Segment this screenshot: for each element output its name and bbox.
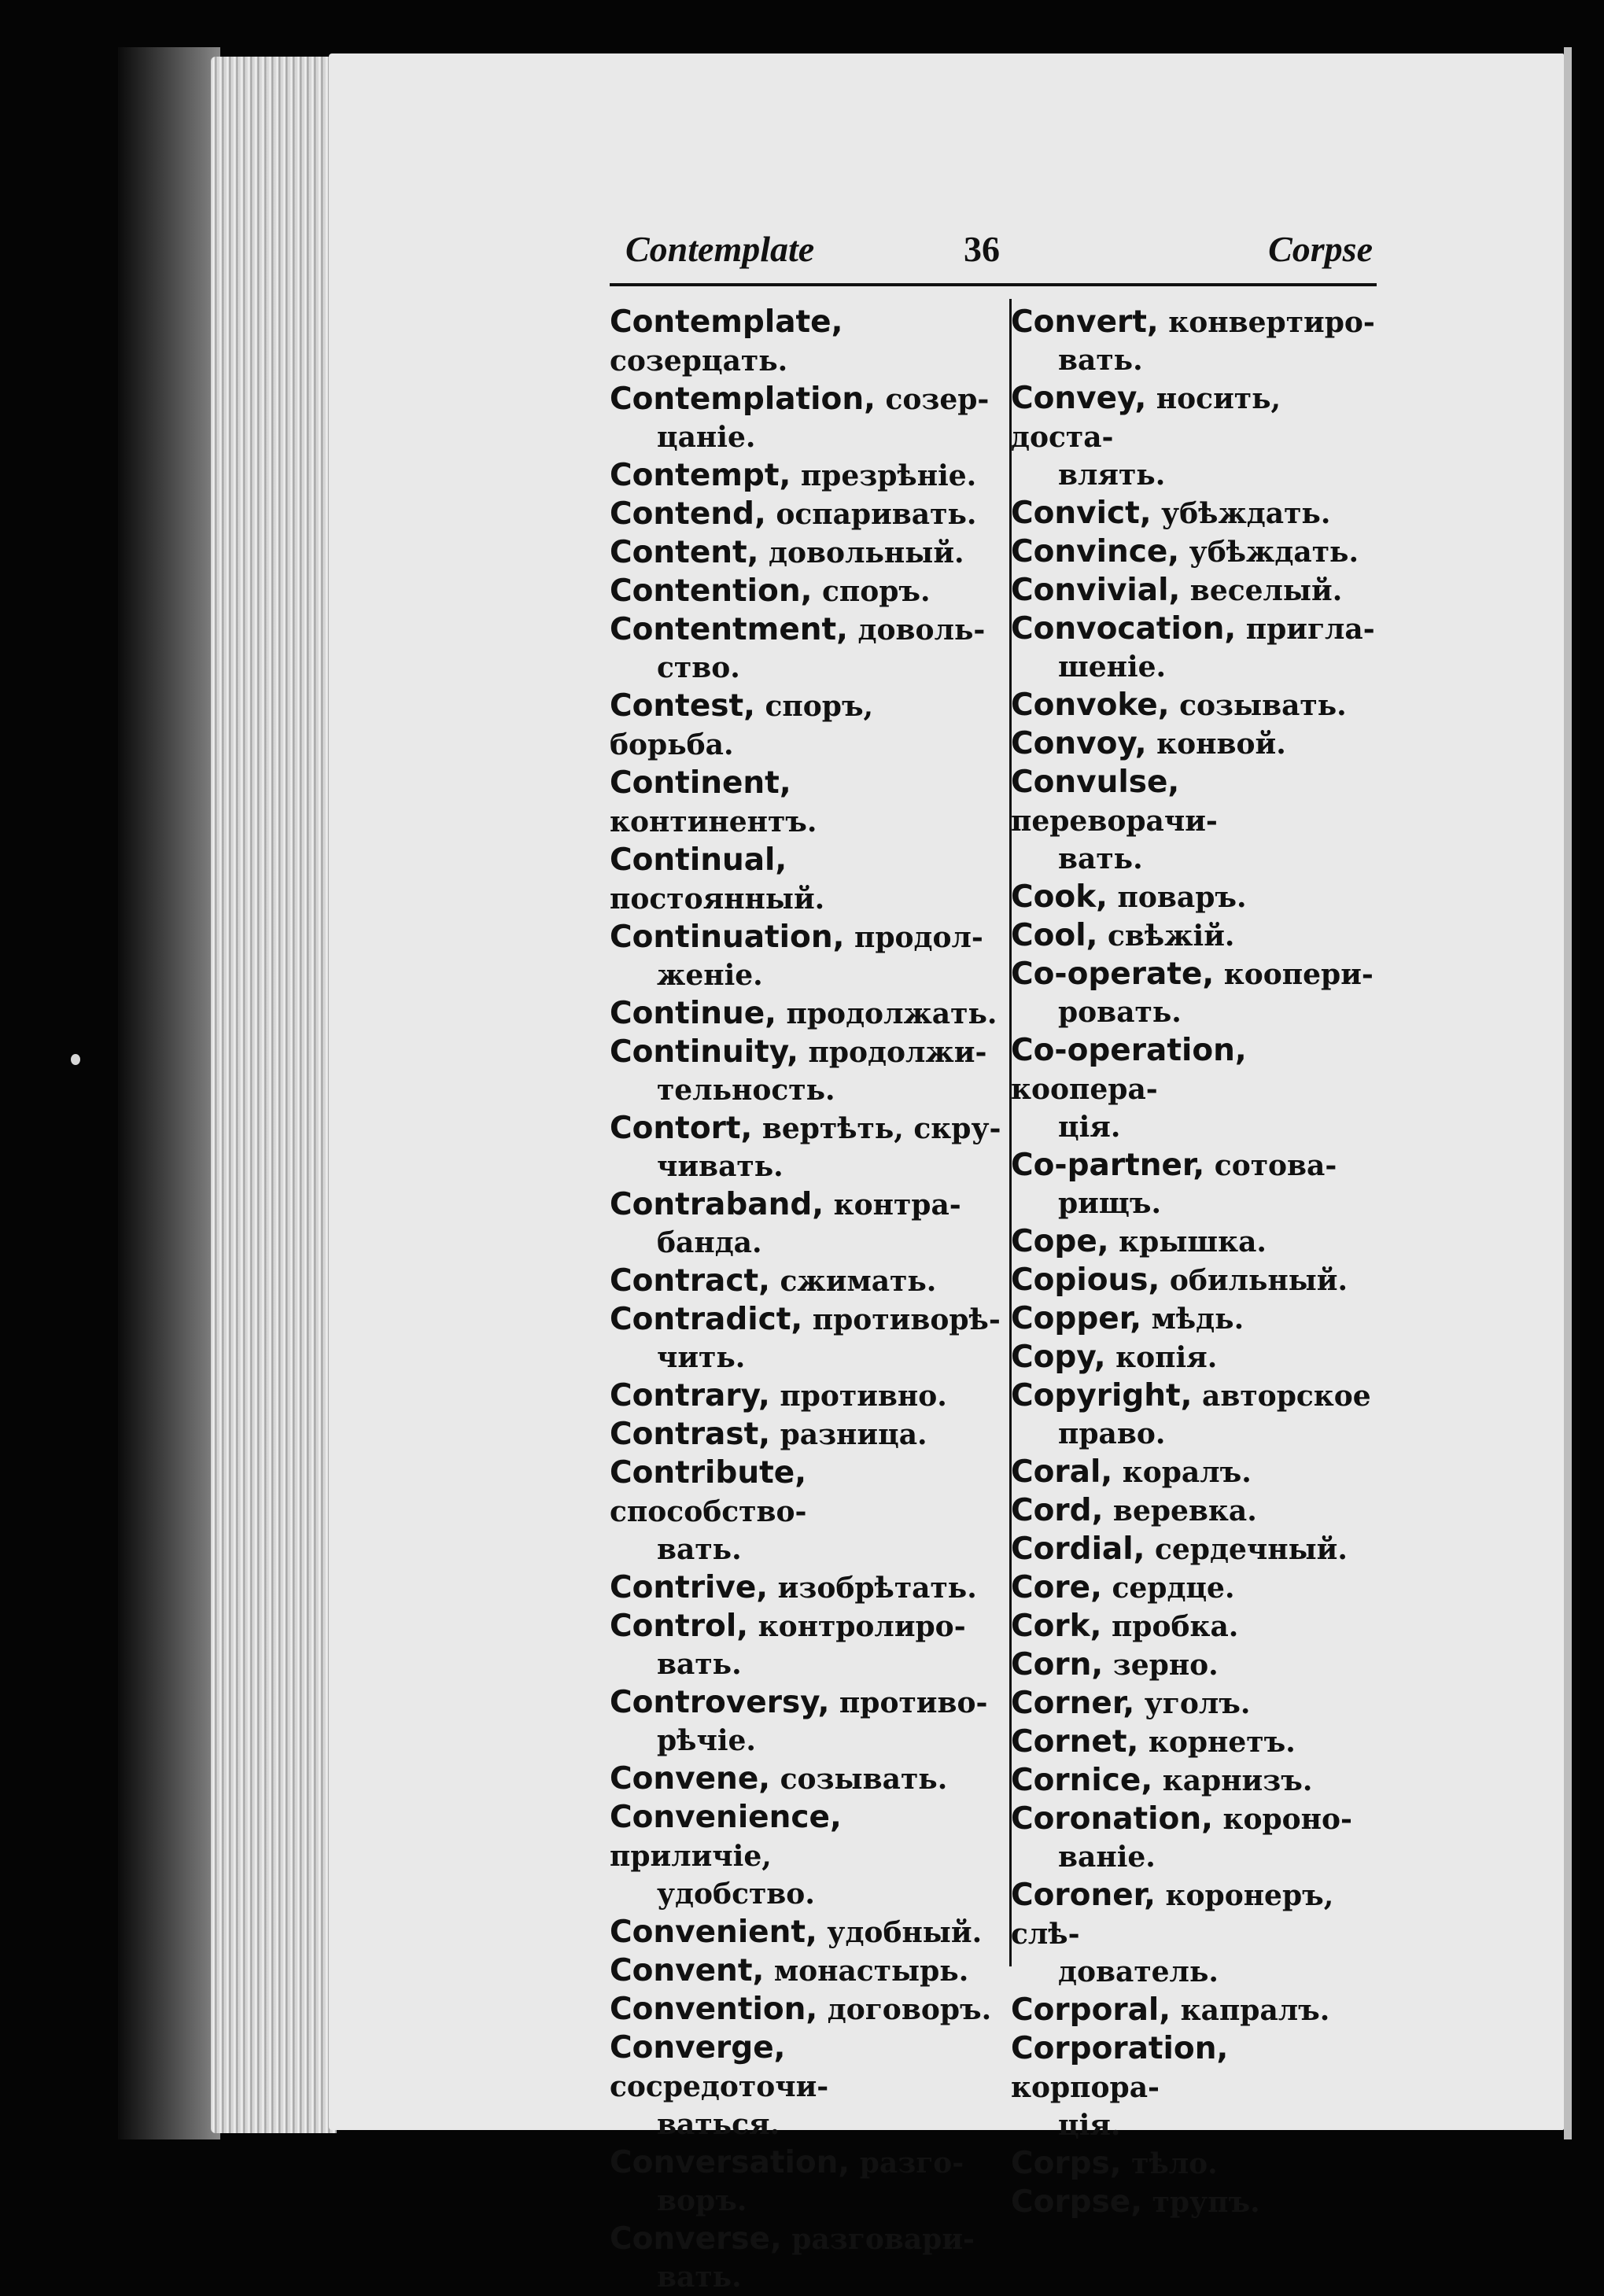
translation: монастырь.: [764, 1955, 969, 1988]
headword: Convey,: [1011, 381, 1147, 416]
headword: Convent,: [610, 1953, 765, 1988]
dictionary-entry: [1011, 2029, 1381, 2144]
translation-continuation: вать.: [657, 1648, 742, 1681]
translation-continuation: цаніе.: [657, 421, 756, 454]
translation: веселый.: [1180, 574, 1343, 607]
dictionary-entry: [610, 380, 1003, 456]
headword: Co-partner,: [1011, 1148, 1205, 1183]
headword: Copyright,: [1011, 1378, 1193, 1413]
dictionary-entry: [610, 1951, 1003, 1990]
dictionary-entry: [1011, 1299, 1381, 1338]
headword: Coral,: [1011, 1454, 1113, 1490]
translation: поваръ.: [1107, 881, 1247, 914]
headword: Cope,: [1011, 1224, 1109, 1259]
translation: коопери-: [1214, 958, 1374, 991]
headword: Cordial,: [1011, 1531, 1145, 1567]
headword: Convenience,: [610, 1800, 842, 1835]
dictionary-entry: [610, 1262, 1003, 1300]
headword: Contemplate,: [610, 304, 843, 340]
translation-continuation: чивать.: [657, 1150, 784, 1183]
headword: Copy,: [1011, 1340, 1106, 1375]
translation: изобрѣтать.: [768, 1572, 977, 1605]
translation: переворачи-: [1011, 805, 1218, 838]
dictionary-entry: [610, 918, 1003, 994]
translation: разговари-: [781, 2223, 975, 2256]
dictionary-entry: [610, 1683, 1003, 1760]
dictionary-entry: [1011, 724, 1381, 763]
translation: пригла-: [1236, 613, 1375, 646]
translation-continuation: шеніе.: [1058, 650, 1167, 684]
headword: Corner,: [1011, 1686, 1135, 1721]
translation-continuation: ція.: [1058, 2109, 1121, 2142]
dictionary-entry: [610, 495, 1003, 533]
translation: пробка.: [1101, 1610, 1239, 1643]
dictionary-entry: [1011, 878, 1381, 916]
translation-continuation: право.: [1058, 1417, 1166, 1450]
headword: Contentment,: [610, 612, 848, 647]
translation: континентъ.: [610, 805, 817, 838]
translation-continuation: ровать.: [1058, 996, 1182, 1029]
headword: Corpse,: [1011, 2184, 1143, 2220]
dictionary-entry: [610, 2029, 1003, 2143]
translation: сердечный.: [1145, 1533, 1348, 1566]
translation: созерцать.: [610, 345, 788, 378]
dictionary-entry: [610, 1109, 1003, 1185]
translation-continuation: вать.: [657, 1533, 742, 1566]
translation: удобный.: [817, 1916, 983, 1949]
headword: Coroner,: [1011, 1878, 1156, 1913]
dictionary-entry: [1011, 1146, 1381, 1222]
headword: Convention,: [610, 1992, 818, 2027]
headword: Corporal,: [1011, 1992, 1171, 2028]
translation-continuation: вать.: [1058, 344, 1143, 377]
running-header: [625, 228, 1373, 275]
headword: Co-operation,: [1011, 1033, 1247, 1068]
headword: Contradict,: [610, 1302, 803, 1337]
dictionary-entry: [1011, 1453, 1381, 1491]
headword: Convict,: [1011, 496, 1152, 531]
dictionary-entry: [1011, 1261, 1381, 1299]
headword: Contract,: [610, 1263, 770, 1299]
translation: оспаривать.: [765, 498, 977, 531]
headword: Contrive,: [610, 1570, 769, 1605]
dictionary-entry: [610, 1415, 1003, 1454]
headword: Corps,: [1011, 2146, 1122, 2181]
dictionary-entry: [610, 1300, 1003, 1376]
translation: свѣжій.: [1097, 920, 1235, 953]
scan-speck: [71, 1054, 80, 1065]
dictionary-entry: [1011, 1607, 1381, 1646]
translation: способство-: [610, 1495, 807, 1528]
dictionary-entry: [1011, 1646, 1381, 1684]
headword: Co-operate,: [1011, 956, 1215, 992]
translation-continuation: женіе.: [657, 959, 763, 992]
translation-continuation: воръ.: [657, 2184, 747, 2217]
page-right-edge: [1564, 47, 1572, 2139]
headword: Cornice,: [1011, 1763, 1153, 1798]
translation: приличіе,: [610, 1840, 772, 1873]
dictionary-entry: [1011, 1031, 1381, 1146]
translation: зерно.: [1103, 1649, 1219, 1682]
book-spine-shadow: [118, 47, 220, 2139]
dictionary-entry: [1011, 303, 1381, 379]
dictionary-entry: [1011, 1530, 1381, 1568]
translation: разго-: [850, 2147, 964, 2180]
dictionary-entry: [610, 1913, 1003, 1951]
header-right-guide-word: Corpse: [1268, 229, 1373, 269]
translation: довольный.: [758, 536, 964, 569]
translation: крышка.: [1108, 1225, 1267, 1259]
dictionary-entry: [1011, 1761, 1381, 1800]
headword: Contemplation,: [610, 381, 876, 417]
headword: Converge,: [610, 2030, 786, 2066]
translation: доволь-: [848, 614, 986, 647]
translation-continuation: вать.: [657, 2261, 742, 2294]
translation: договоръ.: [817, 1993, 992, 2026]
translation: продол-: [844, 921, 983, 954]
header-left-guide-word: Contemplate: [625, 229, 815, 269]
translation: капралъ.: [1171, 1994, 1330, 2027]
translation-continuation: ство.: [657, 651, 740, 684]
dictionary-entry: [610, 1376, 1003, 1415]
dictionary-entry: [1011, 1991, 1381, 2029]
dictionary-entry: [1011, 2183, 1381, 2221]
headword: Corporation,: [1011, 2031, 1229, 2066]
dictionary-entry: [610, 1568, 1003, 1607]
translation: созывать.: [770, 1763, 948, 1796]
headword: Cork,: [1011, 1609, 1102, 1644]
headword: Core,: [1011, 1570, 1102, 1605]
translation: сердце.: [1101, 1572, 1235, 1605]
translation: презрѣніе.: [791, 459, 977, 492]
headword: Convoke,: [1011, 687, 1170, 723]
dictionary-entry: [610, 1185, 1003, 1262]
translation-continuation: влять.: [1058, 459, 1166, 492]
translation: сжимать.: [769, 1265, 937, 1298]
dictionary-entry: [1011, 379, 1381, 494]
headword: Continuity,: [610, 1034, 798, 1070]
dictionary-entry: [1011, 1338, 1381, 1376]
headword: Contort,: [610, 1111, 753, 1146]
translation-continuation: рищъ.: [1058, 1187, 1161, 1220]
translation: веревка.: [1103, 1494, 1257, 1528]
page-edges: [211, 57, 337, 2133]
translation-continuation: чить.: [657, 1341, 746, 1374]
dictionary-entry: [1011, 1376, 1381, 1453]
translation: противно.: [769, 1380, 947, 1413]
headword: Contrary,: [610, 1378, 770, 1413]
translation: споръ.: [812, 575, 931, 608]
dictionary-entry: [610, 456, 1003, 495]
dictionary-entry: [1011, 533, 1381, 571]
dictionary-entry: [610, 994, 1003, 1033]
translation: корнетъ.: [1138, 1726, 1296, 1759]
dictionary-entry: [1011, 686, 1381, 724]
translation: сотова-: [1204, 1149, 1337, 1182]
dictionary-entry: [1011, 1876, 1381, 1991]
dictionary-entry: [610, 1760, 1003, 1798]
left-column: [610, 303, 1003, 2296]
headword: Continuation,: [610, 920, 845, 955]
headword: Controversy,: [610, 1685, 830, 1720]
headword: Copper,: [1011, 1301, 1142, 1336]
dictionary-entry: [610, 841, 1003, 918]
translation: продолжи-: [798, 1036, 987, 1069]
dictionary-entry: [1011, 1222, 1381, 1261]
translation-continuation: удобство.: [657, 1878, 815, 1911]
headword: Convivial,: [1011, 573, 1181, 608]
headword: Continent,: [610, 765, 791, 801]
header-rule: [610, 283, 1377, 286]
translation: постоянный.: [610, 883, 825, 916]
dictionary-entry: [610, 764, 1003, 841]
dictionary-entry: [610, 1033, 1003, 1109]
translation: носить, доста-: [1011, 382, 1281, 454]
dictionary-entry: [610, 2220, 1003, 2296]
translation-continuation: банда.: [657, 1226, 762, 1259]
translation-continuation: вать.: [1058, 842, 1143, 875]
headword: Continual,: [610, 842, 787, 878]
translation-continuation: ваться.: [657, 2108, 780, 2141]
headword: Continue,: [610, 996, 776, 1031]
dictionary-entry: [610, 303, 1003, 380]
translation-continuation: ція.: [1058, 1111, 1121, 1144]
dictionary-entry: [1011, 763, 1381, 878]
translation: тѣло.: [1121, 2147, 1218, 2180]
headword: Cord,: [1011, 1493, 1104, 1528]
translation: противорѣ-: [802, 1303, 1001, 1336]
translation: короно-: [1212, 1803, 1352, 1836]
headword: Contend,: [610, 496, 766, 532]
headword: Coronation,: [1011, 1801, 1213, 1837]
translation: мѣдь.: [1141, 1303, 1244, 1336]
translation: коралъ.: [1112, 1456, 1252, 1489]
dictionary-entry: [610, 1607, 1003, 1683]
translation: противо-: [829, 1686, 988, 1719]
translation: разница.: [770, 1418, 927, 1451]
headword: Convince,: [1011, 534, 1180, 569]
translation: вертѣть, скру-: [752, 1112, 1001, 1145]
translation: контра-: [824, 1189, 961, 1222]
page-number: 36: [964, 229, 1000, 269]
translation: копія.: [1105, 1341, 1218, 1374]
dictionary-entry: [1011, 2144, 1381, 2183]
headword: Convenient,: [610, 1915, 817, 1950]
translation: обильный.: [1160, 1264, 1348, 1297]
translation: убѣждать.: [1179, 536, 1359, 569]
dictionary-entry: [1011, 1723, 1381, 1761]
headword: Contempt,: [610, 458, 791, 493]
translation: карнизъ.: [1152, 1764, 1313, 1797]
translation: конвой.: [1146, 728, 1286, 761]
headword: Convulse,: [1011, 765, 1180, 800]
translation: корпора-: [1011, 2071, 1160, 2104]
headword: Content,: [610, 535, 759, 570]
dictionary-entry: [1011, 1491, 1381, 1530]
headword: Convene,: [610, 1761, 771, 1797]
translation-continuation: дователь.: [1058, 1955, 1219, 1988]
headword: Cook,: [1011, 879, 1108, 915]
dictionary-entry: [610, 572, 1003, 610]
dictionary-entry: [610, 533, 1003, 572]
headword: Contest,: [610, 688, 755, 724]
translation: споръ, борьба.: [610, 690, 874, 761]
translation: трупъ.: [1142, 2186, 1260, 2219]
dictionary-entry: [610, 1990, 1003, 2029]
headword: Convert,: [1011, 304, 1159, 340]
headword: Copious,: [1011, 1262, 1160, 1298]
translation-continuation: тельность.: [657, 1074, 835, 1107]
translation: убѣждать.: [1151, 497, 1331, 530]
dictionary-entry: [610, 2143, 1003, 2220]
translation: коопера-: [1011, 1073, 1158, 1106]
translation: уголъ.: [1134, 1687, 1251, 1720]
translation: созер-: [875, 383, 990, 416]
dictionary-entry: [1011, 571, 1381, 610]
right-column: [1011, 303, 1381, 2221]
headword: Control,: [610, 1609, 749, 1644]
translation: авторское: [1192, 1380, 1371, 1413]
dictionary-entry: [1011, 1568, 1381, 1607]
dictionary-entry: [610, 1454, 1003, 1568]
translation: сосредоточи-: [610, 2070, 829, 2103]
translation-continuation: ваніе.: [1058, 1841, 1156, 1874]
headword: Contraband,: [610, 1187, 824, 1222]
headword: Contribute,: [610, 1455, 807, 1491]
translation: продолжать.: [776, 997, 997, 1030]
translation-continuation: рѣчіе.: [657, 1724, 756, 1757]
headword: Convocation,: [1011, 611, 1237, 647]
headword: Contention,: [610, 573, 813, 609]
translation: конвертиро-: [1158, 306, 1375, 339]
dictionary-entry: [1011, 1800, 1381, 1876]
headword: Corn,: [1011, 1647, 1104, 1682]
headword: Convoy,: [1011, 726, 1147, 761]
headword: Contrast,: [610, 1417, 771, 1452]
headword: Cornet,: [1011, 1724, 1139, 1760]
dictionary-entry: [610, 687, 1003, 764]
dictionary-entry: [610, 1798, 1003, 1913]
dictionary-entry: [1011, 916, 1381, 955]
translation: коронеръ, слѣ-: [1011, 1879, 1334, 1951]
translation: контролиро-: [748, 1610, 966, 1643]
headword: Cool,: [1011, 918, 1098, 953]
headword: Converse,: [610, 2221, 782, 2257]
dictionary-entry: [1011, 494, 1381, 533]
dictionary-entry: [1011, 1684, 1381, 1723]
dictionary-entry: [1011, 955, 1381, 1031]
dictionary-entry: [1011, 610, 1381, 686]
headword: Conversation,: [610, 2145, 850, 2180]
translation: созывать.: [1169, 689, 1347, 722]
dictionary-entry: [610, 610, 1003, 687]
